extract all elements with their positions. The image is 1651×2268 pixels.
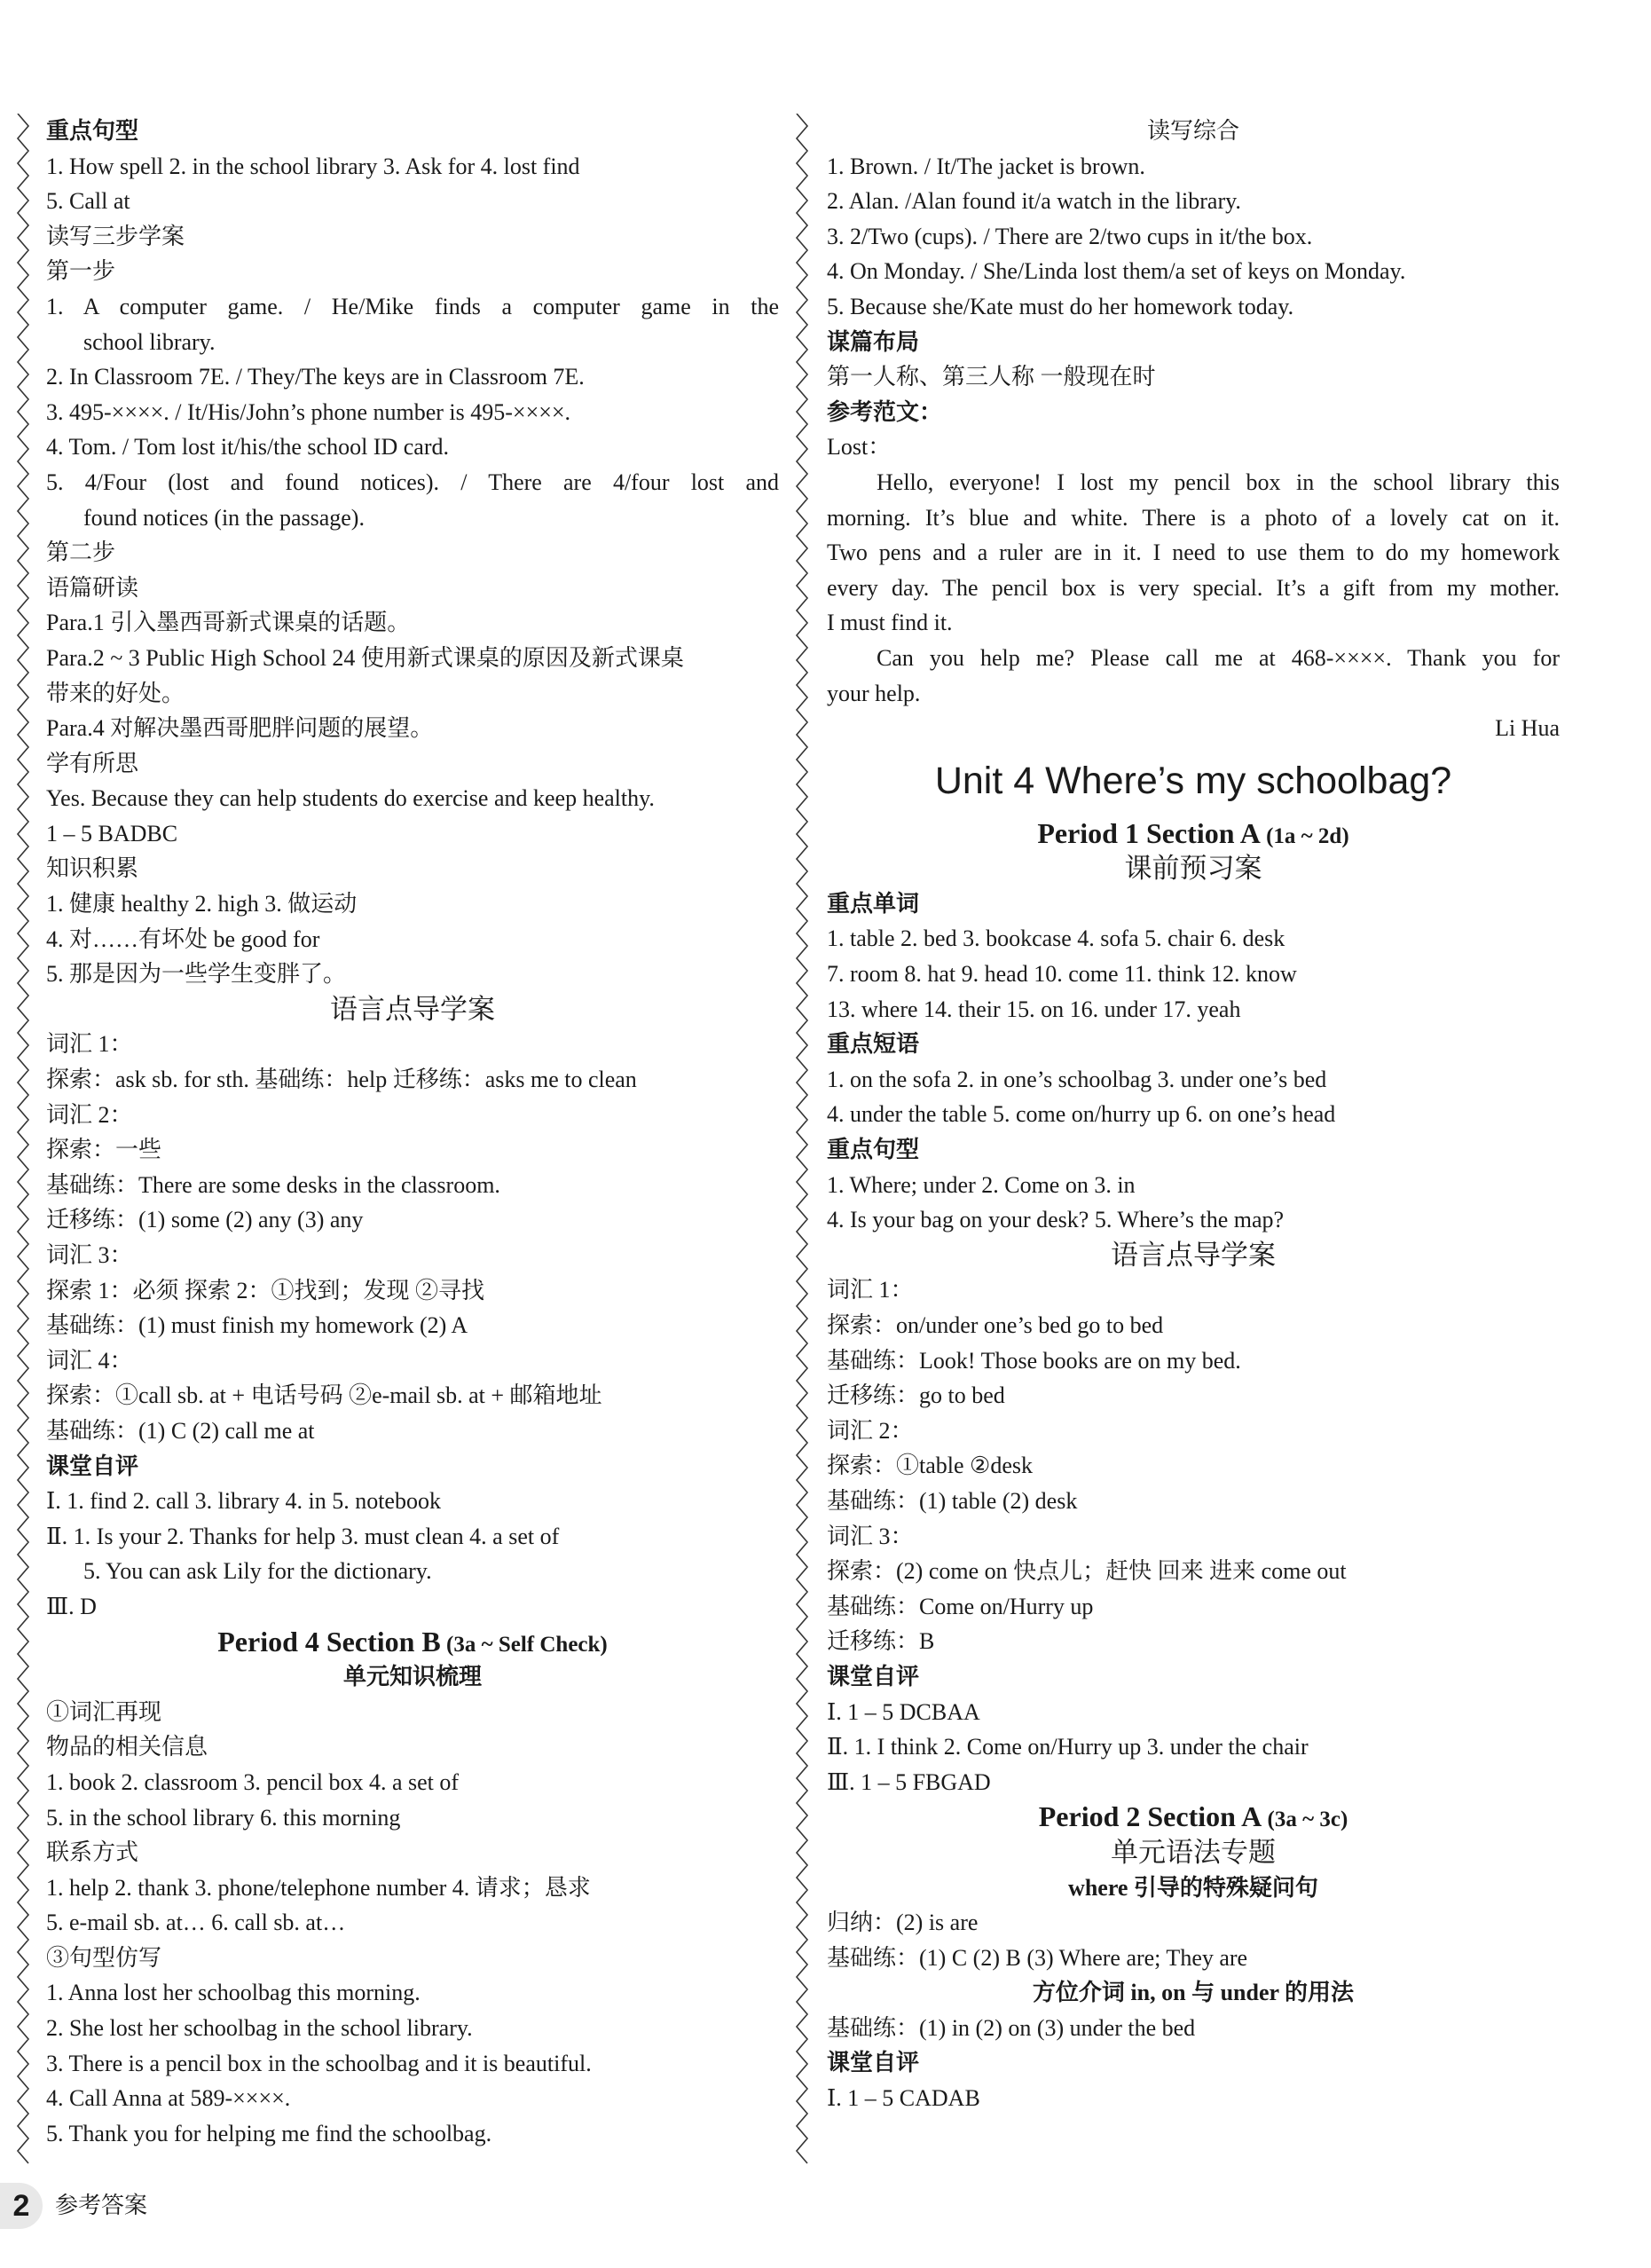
right-line: [827, 1132, 1560, 1168]
left-line: [46, 289, 779, 325]
line-text: 单元语法专题: [1111, 1836, 1276, 1868]
line-text: 3. There is a pencil box in the schoolbag and it is beautiful.: [46, 2050, 592, 2076]
left-line: [46, 1695, 779, 1730]
right-line: [827, 429, 1560, 465]
left-line: [46, 1484, 779, 1519]
line-text: 2. In Classroom 7E. / They/The keys are in Classroom 7E.: [46, 364, 585, 390]
line-text: 课堂自评: [827, 1663, 920, 1689]
line-text: 探索 1：必须 探索 2：①找到；发现 ②寻找: [46, 1277, 485, 1303]
line-text: Para.1 引入墨西哥新式课桌的话题。: [46, 610, 411, 636]
line-text: Period 4 Section B: [217, 1625, 441, 1658]
left-line: [46, 1659, 779, 1695]
line-text: 课堂自评: [827, 2050, 920, 2076]
right-line: [827, 816, 1560, 852]
left-line: [46, 114, 779, 149]
line-text: Can you help me? Please call me at 468-××××. Thank you for: [877, 644, 1560, 671]
left-line: [46, 465, 779, 500]
right-line: [827, 184, 1560, 219]
right-line: [827, 1589, 1560, 1625]
right-line: [827, 1097, 1560, 1132]
section-range: (3a ~ Self Check): [440, 1632, 608, 1657]
line-text: Yes. Because they can help students do exercise and keep healthy.: [46, 785, 655, 812]
line-text: Para.2 ~ 3 Public High School 24 使用新式课桌的原因及新式课桌: [46, 644, 684, 671]
line-text: Para.4 对解决墨西哥肥胖问题的展望。: [46, 715, 434, 742]
left-line: [46, 605, 779, 641]
left-line: [46, 1132, 779, 1168]
left-line: [46, 429, 779, 465]
line-text: 词汇 3：: [827, 1523, 914, 1549]
line-text: 基础练：Look! Those books are on my bed.: [827, 1347, 1241, 1374]
line-text: morning. It’s blue and white. There is a photo of a lovely cat on it.: [827, 504, 1560, 531]
left-line: [46, 922, 779, 957]
line-text: 5. 那是因为一些学生变胖了。: [46, 961, 347, 988]
left-line: [46, 1027, 779, 1062]
right-line: [827, 1343, 1560, 1379]
right-line: [827, 1378, 1560, 1414]
left-line: [46, 711, 779, 746]
left-line: [46, 571, 779, 606]
line-text: 1. How spell 2. in the school library 3. Ask for 4. lost find: [46, 153, 580, 179]
right-line: [827, 921, 1560, 957]
left-line: [46, 219, 779, 255]
line-text: 词汇 2：: [46, 1101, 133, 1128]
right-line: [827, 500, 1560, 536]
line-text: 3. 495-××××. / It/His/John’s phone number is 495-××××.: [46, 398, 571, 425]
right-line: [827, 1554, 1560, 1589]
line-text: 词汇 3：: [46, 1242, 133, 1268]
line-text: 课前预习案: [1124, 853, 1262, 885]
line-text: Ⅰ. 1 – 5 CADAB: [827, 2085, 980, 2112]
left-line: [46, 1554, 779, 1589]
right-line: [827, 1168, 1560, 1203]
left-line: [46, 500, 779, 536]
line-text: 基础练：(1) C (2) call me at: [46, 1417, 315, 1444]
left-line: [46, 149, 779, 185]
right-line: [827, 1027, 1560, 1062]
left-line: [46, 2046, 779, 2082]
right-line: [827, 1519, 1560, 1555]
line-text: 1. book 2. classroom 3. pencil box 4. a set of: [46, 1768, 460, 1795]
line-text: 1 – 5 BADBC: [46, 820, 178, 847]
line-text: 探索：(2) come on 快点儿；赶快 回来 进来 come out: [827, 1558, 1347, 1585]
left-line: [46, 1589, 779, 1625]
right-line: [827, 1202, 1560, 1238]
left-line: [46, 325, 779, 360]
line-text: 学有所思: [46, 750, 139, 776]
line-text: 基础练：Come on/Hurry up: [827, 1593, 1094, 1619]
right-line: [827, 1272, 1560, 1308]
right-line: [827, 711, 1560, 746]
line-text: your help.: [827, 680, 921, 706]
line-text: 5. Call at: [46, 188, 130, 215]
line-text: 读写三步学案: [46, 223, 185, 249]
right-line: [827, 1765, 1560, 1800]
right-line: [827, 1799, 1560, 1835]
page-footer: [0, 2183, 177, 2229]
line-text: 归纳：(2) is are: [827, 1910, 979, 1936]
line-text: 基础练：(1) C (2) B (3) Where are; They are: [827, 1944, 1248, 1971]
center-divider-zigzag: [791, 114, 814, 2174]
right-line: [827, 2081, 1560, 2116]
line-text: 基础练：There are some desks in the classroom.: [46, 1171, 500, 1198]
line-text: school library.: [83, 328, 216, 355]
right-line: [827, 1729, 1560, 1765]
line-text: 方位介词 in, on 与 under 的用法: [1032, 1980, 1355, 2006]
line-text: 重点句型: [46, 118, 139, 144]
line-text: 带来的好处。: [46, 680, 185, 706]
left-line: [46, 1308, 779, 1343]
line-text: 读写综合: [1146, 118, 1239, 144]
left-line: [46, 184, 779, 219]
footer-label: 参考答案: [55, 2193, 148, 2218]
line-text: 5. Thank you for helping me find the schoolbag.: [46, 2120, 492, 2146]
left-line: [46, 2081, 779, 2116]
right-line: [827, 2011, 1560, 2046]
line-text: 知识积累: [46, 855, 139, 882]
line-text: 基础练：(1) in (2) on (3) under the bed: [827, 2014, 1196, 2041]
right-line: [827, 992, 1560, 1028]
right-line: [827, 1308, 1560, 1343]
left-line: [46, 359, 779, 395]
left-line: [46, 1449, 779, 1484]
line-text: Lost：: [827, 434, 892, 461]
line-text: 基础练：(1) table (2) desk: [827, 1487, 1078, 1514]
right-line: [827, 1624, 1560, 1659]
line-text: I must find it.: [827, 610, 953, 636]
left-line: [46, 1870, 779, 1906]
line-text: 5. in the school library 6. this morning: [46, 1804, 401, 1831]
left-line: [46, 816, 779, 852]
left-line: [46, 1238, 779, 1273]
line-text: 语言点导学案: [330, 993, 495, 1025]
line-text: 探索：on/under one’s bed go to bed: [827, 1312, 1164, 1338]
line-text: 迁移练：go to bed: [827, 1382, 1005, 1409]
left-line: [46, 676, 779, 712]
line-text: 1. Brown. / It/The jacket is brown.: [827, 153, 1145, 179]
line-text: 第一步: [46, 258, 116, 285]
right-line: [827, 851, 1560, 886]
line-text: 探索：①call sb. at + 电话号码 ②e-mail sb. at + 邮箱地址: [46, 1382, 602, 1409]
line-text: 2. She lost her schoolbag in the school library.: [46, 2015, 473, 2042]
line-text: 词汇 1：: [827, 1277, 914, 1303]
left-line: [46, 1625, 779, 1660]
right-line: [827, 1695, 1560, 1730]
zigzag-line: [797, 114, 807, 2163]
right-line: [827, 886, 1560, 922]
right-line: [827, 2045, 1560, 2081]
right-line: [827, 1905, 1560, 1941]
right-line: [827, 114, 1560, 149]
line-text: 重点短语: [827, 1031, 920, 1058]
right-line: [827, 325, 1560, 360]
line-text: 基础练：(1) must finish my homework (2) A: [46, 1312, 468, 1339]
right-line: [827, 605, 1560, 641]
line-text: 1. table 2. bed 3. bookcase 4. sofa 5. chair 6. desk: [827, 925, 1285, 952]
line-text: Ⅲ. 1 – 5 FBGAD: [827, 1768, 991, 1795]
right-line: [827, 395, 1560, 430]
left-line: [46, 1975, 779, 2011]
line-text: 联系方式: [46, 1839, 139, 1866]
line-text: found notices (in the passage).: [83, 504, 365, 531]
left-line: [46, 781, 779, 816]
line-text: 物品的相关信息: [46, 1734, 208, 1760]
line-text: 词汇 1：: [46, 1031, 133, 1058]
line-text: every day. The pencil box is very special. It’s a gift from my mother.: [827, 574, 1560, 601]
line-text: 单元知识梳理: [342, 1664, 482, 1690]
line-text: 4. Call Anna at 589-××××.: [46, 2085, 291, 2112]
line-text: 第一人称、第三人称 一般现在时: [827, 364, 1156, 390]
right-line: [827, 289, 1560, 325]
left-line: [46, 1905, 779, 1941]
left-line: [46, 1941, 779, 1976]
right-line: [827, 746, 1560, 816]
line-text: 4. Tom. / Tom lost it/his/the school ID card.: [46, 434, 449, 461]
left-column: [46, 114, 779, 2151]
page-number: 2: [0, 2183, 43, 2229]
right-line: [827, 219, 1560, 255]
line-text: 1. help 2. thank 3. phone/telephone number 4. 请求；恳求: [46, 1874, 591, 1901]
left-line: [46, 254, 779, 289]
left-line: [46, 1098, 779, 1133]
left-line: [46, 641, 779, 676]
left-line: [46, 851, 779, 886]
right-line: [827, 1448, 1560, 1484]
right-line: [827, 1941, 1560, 1976]
left-line: [46, 1273, 779, 1309]
line-text: Li Hua: [1495, 715, 1560, 742]
right-line: [827, 676, 1560, 712]
right-line: [827, 957, 1560, 992]
left-line: [46, 395, 779, 430]
right-line: [827, 1484, 1560, 1519]
left-edge-zigzag: [12, 114, 35, 2174]
right-line: [827, 1975, 1560, 2011]
line-text: 重点单词: [827, 890, 920, 917]
zigzag-line: [18, 114, 28, 2163]
right-line: [827, 571, 1560, 606]
line-text: 迁移练：B: [827, 1628, 935, 1655]
left-line: [46, 1062, 779, 1098]
left-line: [46, 957, 779, 992]
left-line: [46, 1202, 779, 1238]
line-text: 5. 4/Four (lost and found notices). / There are 4/four lost and: [46, 469, 779, 495]
line-text: 5. Because she/Kate must do her homework today.: [827, 293, 1294, 319]
left-line: [46, 1835, 779, 1870]
line-text: 13. where 14. their 15. on 16. under 17. yeah: [827, 996, 1241, 1022]
line-text: Unit 4 Where’s my schoolbag?: [934, 759, 1452, 802]
line-text: 1. Where; under 2. Come on 3. in: [827, 1171, 1136, 1198]
line-text: 第二步: [46, 539, 116, 566]
line-text: Ⅰ. 1. find 2. call 3. library 4. in 5. notebook: [46, 1488, 441, 1515]
line-text: Ⅲ. D: [46, 1593, 97, 1619]
right-line: [827, 1870, 1560, 1906]
line-text: 7. room 8. hat 9. head 10. come 11. think 12. know: [827, 961, 1297, 988]
left-line: [46, 1800, 779, 1836]
line-text: 1. Anna lost her schoolbag this morning.: [46, 1980, 421, 2006]
line-text: Ⅰ. 1 – 5 DCBAA: [827, 1698, 980, 1725]
line-text: Ⅱ. 1. I think 2. Come on/Hurry up 3. under the chair: [827, 1734, 1309, 1760]
line-text: Period 2 Section A: [1038, 1800, 1262, 1833]
line-text: 4. Is your bag on your desk? 5. Where’s the map?: [827, 1207, 1285, 1233]
line-text: 3. 2/Two (cups). / There are 2/two cups in it/the box.: [827, 223, 1313, 249]
right-line: [827, 535, 1560, 571]
line-text: Ⅱ. 1. Is your 2. Thanks for help 3. must clean 4. a set of: [46, 1523, 560, 1549]
right-column: [827, 114, 1560, 2116]
line-text: 探索：①table ②desk: [827, 1453, 1033, 1479]
section-range: (1a ~ 2d): [1260, 823, 1349, 848]
line-text: 谋篇布局: [827, 328, 920, 355]
right-line: [827, 1659, 1560, 1695]
left-line: [46, 886, 779, 922]
line-text: Hello, everyone! I lost my pencil box in the school library this: [877, 469, 1560, 495]
left-line: [46, 1765, 779, 1800]
line-text: 迁移练：(1) some (2) any (3) any: [46, 1207, 364, 1233]
line-text: 词汇 2：: [827, 1417, 914, 1444]
line-text: 参考范文：: [827, 398, 943, 425]
left-line: [46, 1519, 779, 1555]
left-line: [46, 2116, 779, 2152]
left-line: [46, 746, 779, 782]
left-line: [46, 2011, 779, 2046]
left-line: [46, 535, 779, 571]
right-line: [827, 641, 1560, 676]
right-line: [827, 1238, 1560, 1273]
line-text: 1. on the sofa 2. in one’s schoolbag 3. under one’s bed: [827, 1066, 1327, 1092]
line-text: 语篇研读: [46, 574, 139, 601]
line-text: Two pens and a ruler are in it. I need to use them to do my homework: [827, 539, 1560, 566]
right-line: [827, 465, 1560, 500]
line-text: 4. 对……有坏处 be good for: [46, 925, 320, 952]
left-line: [46, 1343, 779, 1379]
line-text: 1. 健康 healthy 2. high 3. 做运动: [46, 891, 358, 917]
left-line: [46, 1414, 779, 1449]
right-line: [827, 1062, 1560, 1098]
line-text: 词汇 4：: [46, 1347, 133, 1374]
right-line: [827, 359, 1560, 395]
line-text: 5. e-mail sb. at… 6. call sb. at…: [46, 1910, 346, 1936]
line-text: where 引导的特殊疑问句: [1068, 1874, 1318, 1901]
line-text: 探索：一些: [46, 1137, 162, 1163]
right-line: [827, 149, 1560, 185]
line-text: 重点句型: [827, 1137, 920, 1163]
line-text: 1. A computer game. / He/Mike finds a computer game in the: [46, 293, 779, 319]
line-text: 探索：ask sb. for sth. 基础练：help 迁移练：asks me to clean: [46, 1067, 637, 1093]
line-text: 语言点导学案: [1111, 1239, 1276, 1271]
right-line: [827, 1835, 1560, 1870]
line-text: 课堂自评: [46, 1453, 139, 1479]
line-text: Period 1 Section A: [1037, 816, 1261, 849]
left-line: [46, 1729, 779, 1765]
right-line: [827, 254, 1560, 289]
right-line: [827, 1414, 1560, 1449]
left-line: [46, 1168, 779, 1203]
line-text: ③句型仿写: [46, 1944, 162, 1971]
line-text: 5. You can ask Lily for the dictionary.: [83, 1558, 432, 1585]
line-text: 4. under the table 5. come on/hurry up 6. on one’s head: [827, 1101, 1336, 1128]
line-text: 4. On Monday. / She/Linda lost them/a set of keys on Monday.: [827, 258, 1406, 285]
line-text: ①词汇再现: [46, 1698, 162, 1725]
left-line: [46, 992, 779, 1028]
section-range: (3a ~ 3c): [1262, 1807, 1348, 1832]
line-text: 2. Alan. /Alan found it/a watch in the library.: [827, 188, 1241, 215]
left-line: [46, 1378, 779, 1414]
